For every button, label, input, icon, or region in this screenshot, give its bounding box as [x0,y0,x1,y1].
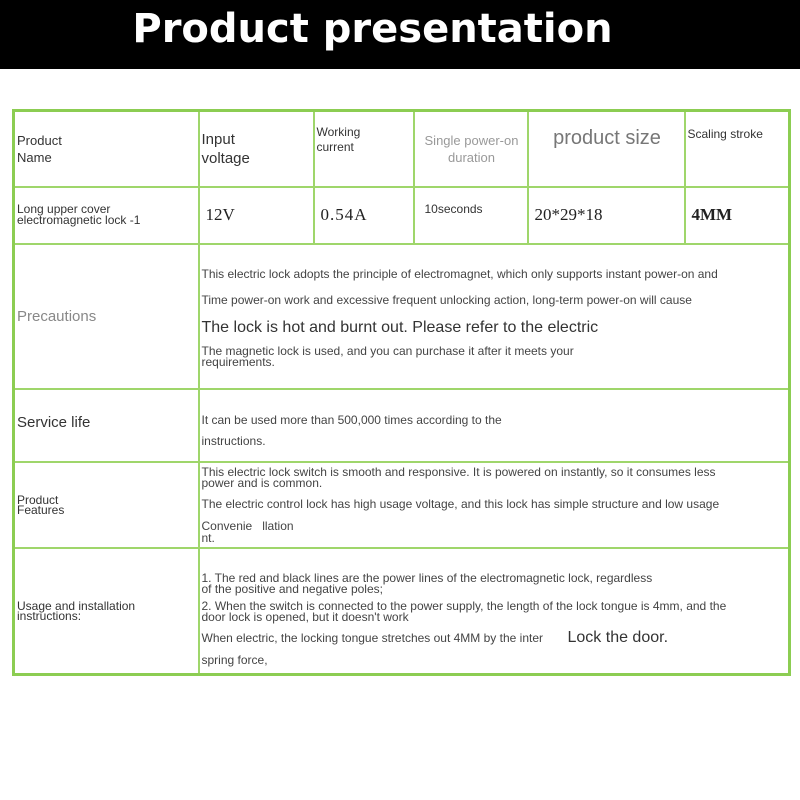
service-life-line-2: instructions. [201,433,266,448]
usage-line-2: 2. When the switch is connected to the power supply, the length of the lock tongue is 4mm, and the door lock is opened, but it doesn't work [201,598,727,624]
page-title: Product presentation [132,6,613,52]
usage-line-1: 1. The red and black lines are the power lines of the electromagnetic lock, regardless of the positive and negative poles; [201,570,653,596]
features-line-4: nt. [201,530,215,545]
usage-text-cell [199,548,790,675]
features-text-cell [199,462,790,548]
header-scaling-stroke: Scaling stroke [685,111,790,187]
precautions-text-cell [199,244,790,389]
service-life-label-cell: Service life [14,389,199,462]
features-line-1: This electric lock switch is smooth and responsive. It is powered on instantly, so it consumes less power and is common. [201,464,716,490]
usage-label-cell: Usage and installation instructions: [14,548,199,675]
title-banner [0,0,800,69]
features-line-3: Convenie llation [201,518,294,533]
features-row [14,462,790,548]
header-product-name: Product Name [14,111,199,187]
usage-line-3b: Lock the door. [567,628,669,646]
usage-line-3a: When electric, the locking tongue stretches out 4MM by the inter [201,630,544,645]
header-working-current: Working current [314,111,414,187]
values-row [14,187,790,244]
precautions-label-cell: Precautions [14,244,199,389]
header-product-size: product size [528,111,685,187]
service-life-row [14,389,790,462]
service-life-text-cell [199,389,790,462]
spec-table [12,109,791,676]
service-life-line-1: It can be used more than 500,000 times according to the [201,412,502,427]
usage-line-4: spring force, [201,652,268,667]
precautions-row [14,244,790,389]
value-single-power-on: 10seconds [414,187,528,244]
header-single-power-on: Single power-on duration [414,111,528,187]
precautions-line-4: The magnetic lock is used, and you can purchase it after it meets your requirements. [201,343,574,369]
value-scaling-stroke: 4MM [685,187,790,244]
precautions-line-2: Time power-on work and excessive frequent unlocking action, long-term power-on will cause [201,292,692,307]
header-row [14,111,790,187]
value-product-size: 20*29*18 [528,187,685,244]
value-input-voltage: 12V [199,187,314,244]
features-label-cell: Product Features [14,462,199,548]
value-product-name: Long upper cover electromagnetic lock -1 [14,187,199,244]
features-line-2: The electric control lock has high usage voltage, and this lock has simple structure and low usage [201,496,720,511]
header-input-voltage: Input voltage [199,111,314,187]
precautions-line-1: This electric lock adopts the principle of electromagnet, which only supports instant power-on and [201,266,718,281]
value-working-current: 0.54A [314,187,414,244]
precautions-line-3: The lock is hot and burnt out. Please refer to the electric [201,318,599,336]
usage-row [14,548,790,675]
